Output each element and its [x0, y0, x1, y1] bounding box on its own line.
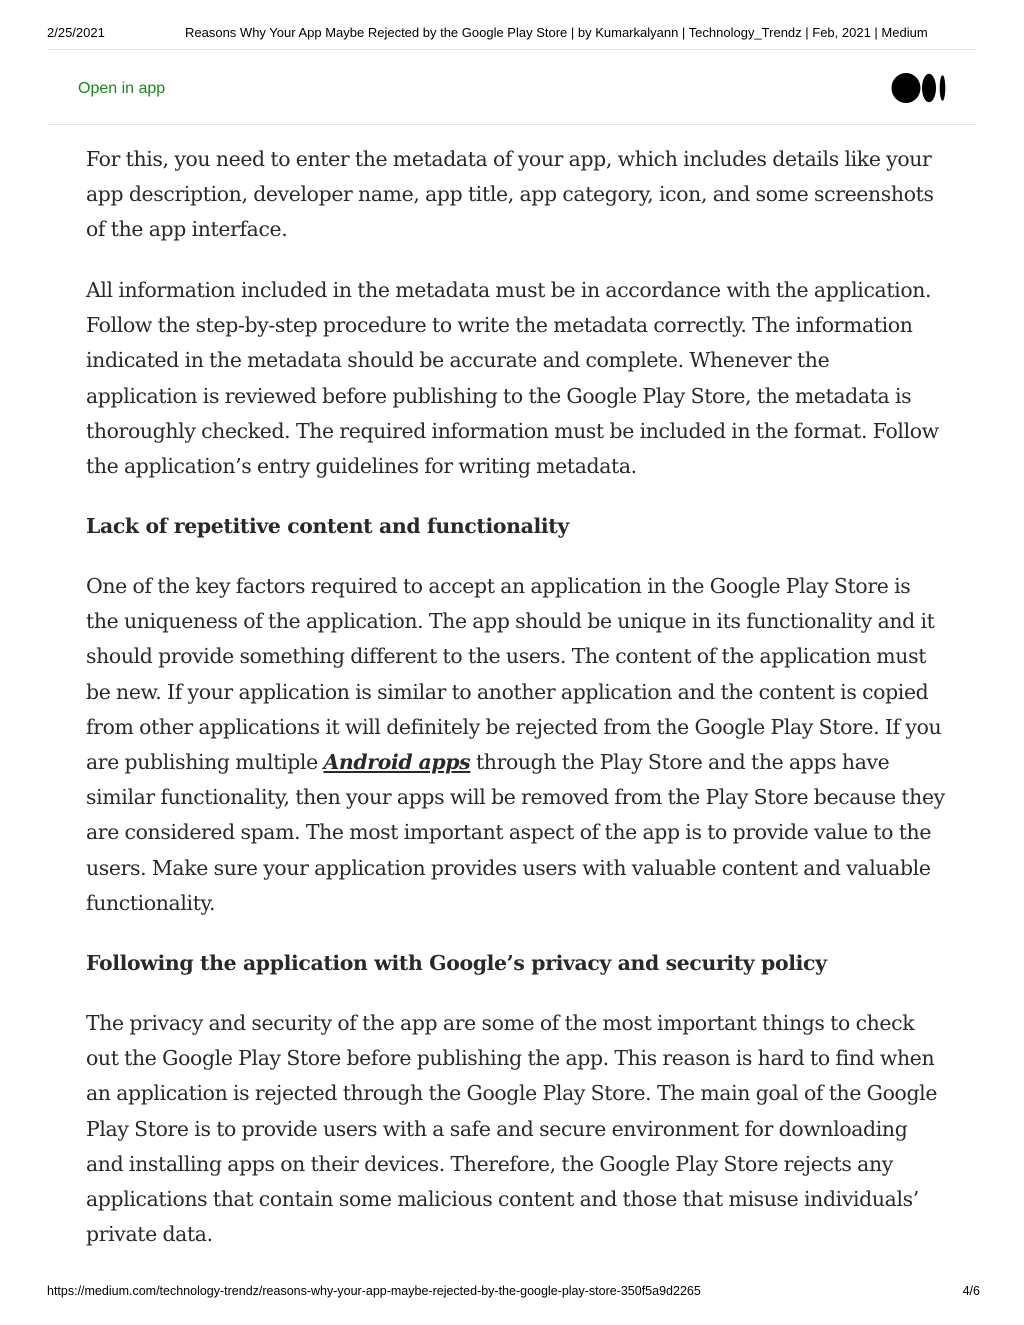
- paragraph-text: One of the key factors required to accept an application in the Google Play Store is the uniqueness of the application. The app should be unique in its functionality and it should provide something different to the users. The content of the application must be new. If your application is similar to another application and the content is copied from other applications it will definitely be rejected from the Google Play Store. If you are publishing multiple: [86, 574, 942, 775]
- paragraph-text: through the Play Store and the apps have similar functionality, then your apps will be removed from the Play Store because they are considered spam. The most important aspect of the app is to provide value to the users. Make sure your application provides users with valuable content and valuable functionality.: [86, 750, 945, 915]
- article-paragraph: For this, you need to enter the metadata of your app, which includes details like your app description, developer name, app title, app category, icon, and some screenshots of the app interface.: [86, 147, 934, 242]
- print-date: 2/25/2021: [47, 25, 105, 40]
- section-heading: Following the application with Google’s privacy and security policy: [86, 951, 827, 975]
- article-paragraph: The privacy and security of the app are some of the most important things to check out the Google Play Store before publishing the app. This reason is hard to find when an application is rejected through the Google Play Store. The main goal of the Google Play Store is to provide users with a safe and secure environment for downloading and installing apps on their devices. Therefore, the Google Play Store rejects any applications that contain some malicious content and those that misuse individuals’ private data.: [86, 1011, 938, 1247]
- page-number: 4/6: [962, 1284, 980, 1298]
- print-title: Reasons Why Your App Maybe Rejected by the Google Play Store | by Kumarkalyann | Technology_Trendz | Feb, 2021 | Medium: [185, 25, 928, 40]
- print-header: [0, 22, 1024, 42]
- section-heading: Lack of repetitive content and functionality: [86, 514, 569, 538]
- open-in-app-link[interactable]: Open in app: [78, 80, 166, 97]
- medium-app-bar: [48, 49, 977, 125]
- article-paragraph: [86, 569, 946, 921]
- article-paragraph: All information included in the metadata must be in accordance with the application. Follow the step-by-step procedure to write the metadata correctly. The information indicated in the metadata should be accurate and complete. Whenever the application is reviewed before publishing to the Google Play Store, the metadata is thoroughly checked. The required information must be included in the format. Follow the application’s entry guidelines for writing metadata.: [86, 278, 939, 479]
- android-apps-link[interactable]: Android apps: [323, 750, 471, 775]
- medium-logo-icon[interactable]: [891, 72, 947, 104]
- print-footer: [0, 1284, 1024, 1304]
- print-url: https://medium.com/technology-trendz/reasons-why-your-app-maybe-rejected-by-the-google-play-store-350f5a9d2265: [47, 1284, 701, 1298]
